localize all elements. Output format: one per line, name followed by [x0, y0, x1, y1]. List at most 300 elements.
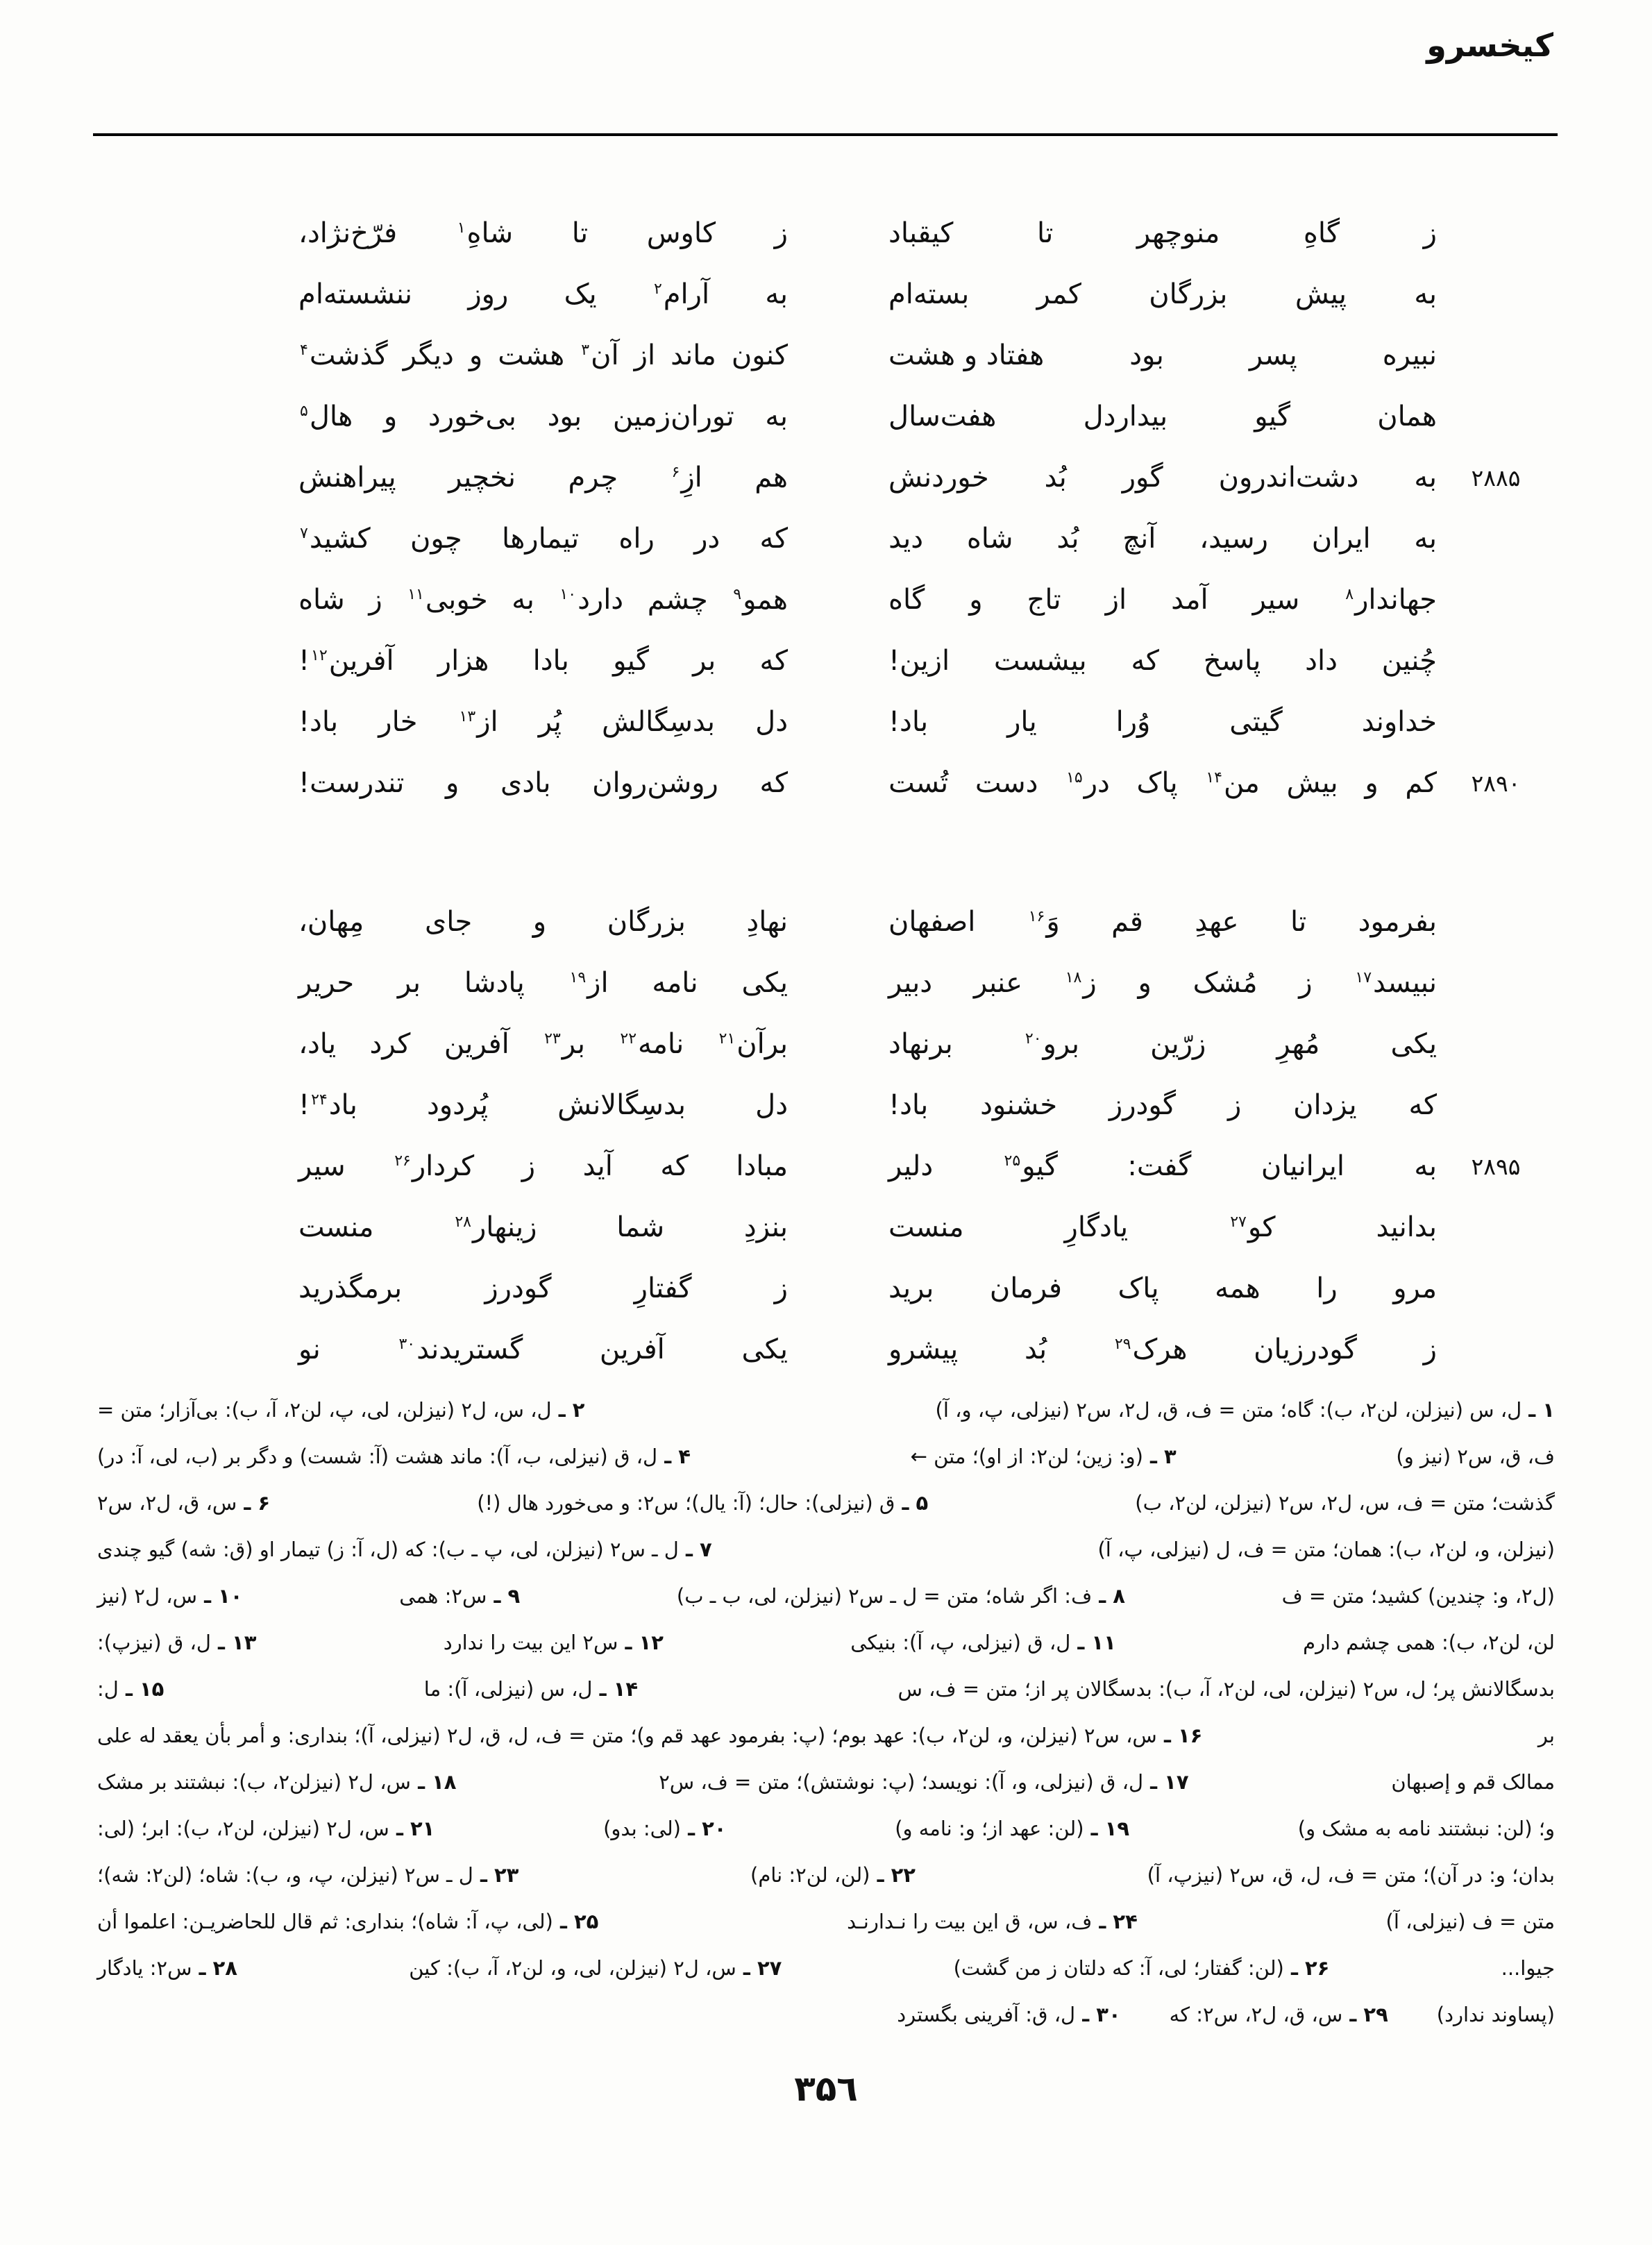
hemi-left	[298, 462, 788, 494]
verse-word: و	[469, 339, 483, 371]
footnote-segment: ۱۰ ـ س، ل۲ (نیز	[97, 1584, 243, 1608]
verse-word: نخچیر	[448, 462, 516, 494]
footnote-ref: ۱۶	[1028, 907, 1045, 925]
verse-word: تندرست!	[298, 767, 405, 799]
verse-word: ز	[369, 584, 382, 616]
verse-row	[298, 752, 1555, 814]
hemi-left	[298, 906, 788, 938]
verse-word: تا	[1290, 906, 1307, 938]
footnote-segment: ۱۹ ـ (لن: عهد از؛ و: نامه و)	[895, 1817, 1130, 1840]
verse-word: باد!	[888, 706, 929, 738]
verse-word: و	[446, 767, 460, 799]
verse-word: ازین!	[888, 645, 950, 677]
verse-word: همو$^۹$	[733, 584, 788, 616]
verse-word: گفت:	[1127, 1150, 1192, 1182]
verse-word: ننشسته‌ام	[298, 278, 413, 310]
verse-row	[298, 1075, 1555, 1136]
verse-row	[298, 630, 1555, 691]
verse-word: گیتی	[1229, 706, 1283, 738]
footnote-ref: ۱۱	[407, 585, 424, 603]
footnote-line	[97, 1480, 1555, 1527]
verse-word: ایران	[1311, 523, 1371, 555]
verse-word: آفرین	[444, 1028, 509, 1060]
verse-word: گیو$^{۲۵}$	[1004, 1150, 1058, 1182]
verse-word: بدسِگالانش	[557, 1089, 686, 1121]
verse-word: ایرانیان	[1261, 1150, 1345, 1182]
verse-word: بی‌خورد	[428, 401, 516, 432]
verse-word: کیقباد	[888, 217, 954, 249]
verse-word: به	[1414, 278, 1437, 310]
footnote-line	[97, 1433, 1555, 1480]
verse-word: دشت‌اندرون	[1218, 462, 1359, 494]
verse-word: هشت	[498, 339, 565, 371]
verse-word: گور	[1122, 462, 1163, 494]
hemi-right	[888, 1150, 1437, 1182]
verse-word: جای	[424, 906, 473, 938]
hemi-left	[298, 1150, 788, 1182]
verse-row	[298, 1258, 1555, 1319]
verse-word: منست	[298, 1211, 374, 1243]
footnote-segment: ۲۴ ـ ف، س، ق این بیت را نـدارنـد	[847, 1910, 1138, 1933]
verse-number: ۲۸۹۰	[1471, 769, 1521, 797]
hemi-left	[298, 217, 788, 249]
verse-word: دبیر	[888, 967, 933, 999]
footnote-segment: بدسگالانش پر؛ ل، س۲ (نیزلن، لی، لن۲، آ، ب): بدسگالان پر از؛ متن = ف، س	[897, 1677, 1555, 1701]
footnote-segment: ۱۶ ـ س، س۲ (نیزلن، و، لن۲، ب): عهد بوم؛ (پ: بفرمود عهد قم و)؛ متن = ف، ل، ق، ل۲ (نیزلی، آ)؛ بنداری: و أمر بأن یعقد له علی	[97, 1724, 1203, 1747]
footnote-ref: ۱۰	[559, 585, 577, 603]
verse-word: آرام$^۲$	[653, 278, 710, 310]
footnote-ref: ۶	[671, 463, 680, 481]
footnote-ref: ۱	[457, 219, 466, 237]
verse-word: از$^{۱۳}$	[459, 706, 498, 738]
verse-word: آمد	[1171, 584, 1208, 616]
poem-block	[298, 203, 1555, 814]
verse-word: و	[1138, 967, 1152, 999]
verse-word: باد$^{۲۴}$!	[298, 1089, 357, 1121]
hemi-right	[888, 706, 1437, 738]
verse-row	[298, 891, 1555, 952]
verse-word: کردار$^{۲۶}$	[394, 1150, 475, 1182]
hemi-left	[298, 1028, 788, 1060]
poem-block	[298, 891, 1555, 1380]
verse-word: تُست	[888, 767, 949, 799]
verse-word: گیو	[613, 645, 649, 677]
verse-word: توران‌زمین	[612, 401, 734, 432]
verse-word: خداوند	[1361, 706, 1437, 738]
hemi-right	[888, 278, 1437, 310]
hemi-left	[298, 767, 788, 799]
verse-word: همان	[1377, 401, 1437, 432]
verse-word: نبیسد$^{۱۷}$	[1355, 967, 1437, 999]
hemi-right	[888, 584, 1437, 616]
hemi-left	[298, 278, 788, 310]
verse-word: بادا	[532, 645, 569, 677]
verse-word: هم	[755, 462, 788, 494]
verse-word: زرّین	[1150, 1028, 1206, 1060]
verse-word: سیر	[298, 1150, 346, 1182]
hemi-left	[298, 967, 788, 999]
hemi-right	[888, 1028, 1437, 1060]
hemi-left	[298, 1272, 788, 1304]
verse-word: باد!	[888, 1089, 929, 1121]
verse-word: یک	[564, 278, 597, 310]
verse-word: برآن$^{۲۱}$	[718, 1028, 788, 1060]
footnote-segment: لن، لن۲، ب): همی چشم دارم	[1303, 1631, 1555, 1654]
verse-word: آن$^۳$	[581, 339, 619, 371]
footnotes	[97, 1387, 1555, 2038]
footnote-segment: (ل۲، و: چندین) کشید؛ متن = ف	[1281, 1584, 1555, 1608]
verse-word: نبیره	[1382, 339, 1437, 371]
verse-word: بفرمود	[1358, 906, 1437, 938]
verse-word: گودرز	[484, 1272, 552, 1304]
footnote-ref: ۱۲	[311, 646, 328, 664]
verse-word: پادشا	[464, 967, 525, 999]
footnote-segment: متن = ف (نیزلی، آ)	[1385, 1910, 1555, 1933]
hemi-right	[888, 1211, 1437, 1243]
verse-word: که	[1131, 645, 1159, 677]
verse-word: بنزدِ	[743, 1211, 788, 1243]
verse-word: چرم	[568, 462, 618, 494]
verse-word: تیمارها	[502, 523, 580, 555]
verse-word: تا	[571, 217, 589, 249]
verse-word: ز$^{۱۸}$	[1065, 967, 1097, 999]
footnote-segment: ۱۲ ـ س۲ این بیت را ندارد	[443, 1631, 664, 1654]
verse-word: قم	[1111, 906, 1143, 938]
verse-word: بر	[693, 645, 716, 677]
verse-word: کاوس	[646, 217, 716, 249]
footnote-segment: ۲۳ ـ ل ـ س۲ (نیزلن، پ، و، ب): شاه؛ (لن۲: شه)؛	[97, 1863, 519, 1887]
verse-word: شاه	[966, 523, 1013, 555]
footnote-segment: ۴ ـ ل، ق (نیزلی، ب، آ): ماند هشت (آ: شست) و دگر بر (ب، لی، آ: در)	[97, 1445, 691, 1468]
footnote-segment: گذشت؛ متن = ف، س، ل۲، س۲ (نیزلن، لن۲، ب)	[1135, 1491, 1555, 1515]
footnote-segment: ممالک قم و إصبهان	[1391, 1770, 1555, 1794]
footnote-segment: و؛ (لن: نبشتند نامه به مشک و)	[1297, 1817, 1555, 1840]
verse-word: پُر	[538, 706, 562, 738]
footnote-segment: ۲۰ ـ (لی: بدو)	[603, 1817, 727, 1840]
footnote-ref: ۲۷	[1230, 1213, 1247, 1231]
verse-word: منست	[888, 1211, 964, 1243]
footnote-segment: ۱۳ ـ ل، ق (نیزپ):	[97, 1631, 257, 1654]
verse-word: سیر	[1252, 584, 1300, 616]
verse-word: نامه	[652, 967, 698, 999]
poem	[298, 203, 1555, 1380]
verse-word: داد	[1305, 645, 1338, 677]
verse-word: ز	[1423, 217, 1437, 249]
verse-word: شاه	[298, 584, 345, 616]
verse-word: فرمان	[989, 1272, 1063, 1304]
verse-word: وَ$^{۱۶}$	[1028, 906, 1060, 938]
verse-word: بود	[1129, 339, 1164, 371]
verse-word: رسید،	[1199, 523, 1268, 555]
verse-word: فرّخ‌نژاد،	[298, 217, 398, 249]
verse-word: بزرگان	[607, 906, 686, 938]
verse-word: که	[660, 1150, 689, 1182]
footnote-segment: ۲۱ ـ س، ل۲ (نیزلن، لن۲، ب): ابر؛ (لی:	[97, 1817, 435, 1840]
verse-word: بُد	[1044, 462, 1067, 494]
footnote-segment: (پساوند ندارد)	[1436, 2003, 1555, 2026]
verse-word: در$^{۱۵}$	[1066, 767, 1110, 799]
verse-word: گذشت$^۴$	[300, 339, 388, 371]
verse-word: جهاندار$^۸$	[1345, 584, 1437, 616]
footnote-ref: ۲۸	[455, 1213, 471, 1231]
verse-word: به	[1414, 1150, 1437, 1182]
footnote-segment: ۲۷ ـ س، ل۲ (نیزلن، لی، و، لن۲، آ، ب): کین	[409, 1956, 782, 1980]
verse-word: خار	[378, 706, 418, 738]
verse-row	[298, 691, 1555, 752]
verse-row	[298, 569, 1555, 630]
hemi-left	[298, 1211, 788, 1243]
hemi-left	[298, 706, 788, 738]
verse-word: آید	[582, 1150, 613, 1182]
hemi-right	[888, 1334, 1437, 1365]
verse-word: ز	[774, 217, 788, 249]
footnote-segment: ۲۸ ـ س۲: یادگار	[97, 1956, 237, 1980]
verse-word: یادگارِ	[1064, 1211, 1129, 1243]
footnote-ref: ۲۶	[394, 1152, 411, 1170]
verse-row	[298, 1319, 1555, 1380]
footnote-segment: ۱۱ ـ ل، ق (نیزلی، پ، آ): بنیکی	[850, 1631, 1116, 1654]
hemi-right	[888, 645, 1437, 677]
verse-word: شما	[616, 1211, 665, 1243]
footnote-ref: ۲۹	[1114, 1335, 1131, 1353]
verse-word: که	[759, 645, 788, 677]
verse-word: یزدان	[1293, 1089, 1357, 1121]
verse-word: هزار	[437, 645, 489, 677]
verse-word: هفت‌سال	[888, 401, 997, 432]
verse-word: مُشک	[1192, 967, 1258, 999]
verse-word: یکی	[741, 967, 788, 999]
verse-word: برمگذرید	[298, 1272, 403, 1304]
verse-row	[298, 1136, 1555, 1197]
verse-word: هال$^۵$	[300, 401, 353, 432]
footnote-line	[97, 1899, 1555, 1945]
hemi-right	[888, 462, 1437, 494]
verse-word: بزرگان	[1149, 278, 1228, 310]
hemi-right	[888, 339, 1437, 371]
verse-row	[298, 325, 1555, 386]
footnote-ref: ۲	[653, 280, 662, 298]
verse-word: ازِ$^۶$	[671, 462, 702, 494]
verse-row	[298, 386, 1555, 447]
footnote-ref: ۴	[300, 341, 308, 359]
verse-word: خشنود	[980, 1089, 1058, 1121]
verse-word: و	[1365, 767, 1379, 799]
footnote-line	[97, 1573, 1555, 1620]
verse-word: بدسِگالش	[601, 706, 716, 738]
footnote-segment: ۹ ـ س۲: همی	[399, 1584, 521, 1608]
hemi-left	[298, 339, 788, 371]
verse-word: نامه$^{۲۲}$	[620, 1028, 684, 1060]
footnote-segment: ۱۴ ـ ل، س (نیزلی، آ): ما	[423, 1677, 639, 1701]
hemi-right	[888, 401, 1437, 432]
verse-word: به	[765, 401, 788, 432]
verse-word: عنبر	[973, 967, 1022, 999]
verse-row	[298, 508, 1555, 569]
verse-word: پاک	[1118, 1272, 1159, 1304]
verse-word: هفتاد و هشت	[888, 339, 1045, 371]
verse-word: بُد	[1025, 1334, 1047, 1365]
verse-word: دل	[755, 706, 788, 738]
verse-word: پیش	[1295, 278, 1347, 310]
verse-word: برو$^{۲۰}$	[1025, 1028, 1080, 1060]
header-rule	[93, 133, 1558, 136]
verse-word: چشم	[647, 584, 708, 616]
verse-word: راه	[618, 523, 655, 555]
verse-word: بر	[397, 967, 421, 999]
footnote-ref: ۱۳	[459, 707, 476, 725]
verse-word: گودرز	[1109, 1089, 1177, 1121]
verse-word: حریر	[298, 967, 355, 999]
verse-word: یکی	[1390, 1028, 1437, 1060]
verse-word: شاهِ$^۱$	[457, 217, 514, 249]
verse-word: گاه	[888, 584, 925, 616]
running-header	[99, 26, 1553, 64]
verse-word: گیو	[1254, 401, 1291, 432]
footnote-ref: ۲۴	[311, 1091, 328, 1109]
verse-word: ز	[1423, 1334, 1437, 1365]
footnote-line	[97, 1666, 1555, 1713]
verse-number: ۲۸۹۵	[1471, 1152, 1521, 1180]
verse-word: دست	[975, 767, 1038, 799]
verse-word: برنهاد	[888, 1028, 953, 1060]
verse-word: روشن‌روان	[592, 767, 718, 799]
verse-word: مُهرِ	[1276, 1028, 1320, 1060]
verse-word: مِهان،	[298, 906, 364, 938]
footnote-ref: ۱۵	[1066, 768, 1083, 787]
verse-word: مرو	[1393, 1272, 1437, 1304]
page-number: ۳۵٦	[794, 2069, 858, 2109]
verse-number: ۲۸۸۵	[1471, 464, 1521, 491]
footnote-line	[97, 1945, 1555, 1992]
hemi-left	[298, 645, 788, 677]
verse-word: چُنین	[1381, 645, 1437, 677]
verse-word: به	[1414, 523, 1437, 555]
verse-word: پُردود	[426, 1089, 489, 1121]
verse-word: ز	[1227, 1089, 1242, 1121]
verse-word: در	[694, 523, 720, 555]
verse-word: خوبی$^{۱۱}$	[407, 584, 488, 616]
verse-word: و	[969, 584, 983, 616]
verse-row	[298, 1014, 1555, 1075]
verse-word: پسر	[1249, 339, 1297, 371]
footnote-ref: ۳	[581, 341, 590, 359]
verse-row	[298, 952, 1555, 1014]
verse-word: کمر	[1036, 278, 1081, 310]
verse-word: وُرا	[1115, 706, 1151, 738]
footnote-segment: ۶ ـ س، ق، ل۲، س۲	[97, 1491, 271, 1515]
verse-word: دلیر	[888, 1150, 934, 1182]
footnote-segment: ۱ ـ ل، س (نیزلن، لن۲، ب): گاه؛ متن = ف، ق، ل۲، س۲ (نیزلی، پ، و، آ)	[935, 1398, 1555, 1422]
verse-word: تاج	[1027, 584, 1061, 616]
footnote-ref: ۳۰	[398, 1335, 416, 1353]
footnote-ref: ۸	[1345, 585, 1354, 603]
verse-word: چون	[410, 523, 462, 555]
verse-row	[298, 1197, 1555, 1258]
verse-word: پاک	[1136, 767, 1178, 799]
hemi-left	[298, 523, 788, 555]
footnote-line	[97, 1992, 1555, 2038]
footnote-segment: ۲۶ ـ (لن: گفتار؛ لی، آ: که دلتان ز من گشت)	[953, 1956, 1330, 1980]
verse-word: از$^{۱۹}$	[569, 967, 609, 999]
footnote-ref: ۲۰	[1025, 1029, 1042, 1048]
verse-word: به	[765, 278, 788, 310]
verse-word: که	[759, 523, 788, 555]
verse-row	[298, 447, 1555, 508]
verse-word: منوچهر	[1136, 217, 1220, 249]
verse-word: بدانید	[1376, 1211, 1437, 1243]
verse-word: روز	[468, 278, 509, 310]
page-title: کیخسرو	[1426, 26, 1553, 64]
footnote-segment: ۲۲ ـ (لن، لن۲: نام)	[750, 1863, 916, 1887]
footnote-segment: ۳۰ ـ ل، ق: آفرینی بگسترد	[897, 2003, 1121, 2026]
footnote-segment: بدان؛ و: در آن)؛ متن = ف، ل، ق، س۲ (نیزپ، آ)	[1147, 1863, 1555, 1887]
verse-word: گودرزیان	[1254, 1334, 1357, 1365]
hemi-left	[298, 1089, 788, 1121]
footnote-line	[97, 1759, 1555, 1806]
footnote-ref: ۲۳	[544, 1029, 561, 1048]
verse-word: باد!	[298, 706, 339, 738]
verse-word: بیش	[1286, 767, 1338, 799]
verse-row	[298, 203, 1555, 264]
verse-row	[298, 264, 1555, 325]
verse-word: به	[1414, 462, 1437, 494]
verse-word: پیراهنش	[298, 462, 396, 494]
verse-word: بُد	[1056, 523, 1079, 555]
footnote-segment: ۲ ـ ل، س، ل۲ (نیزلن، لی، پ، لن۲، آ، ب): بی‌آزار؛ متن =	[97, 1398, 585, 1422]
verse-word: همه	[1215, 1272, 1261, 1304]
verse-word: دیگر	[403, 339, 454, 371]
footnote-segment: ۱۸ ـ س، ل۲ (نیزلن۲، ب): نبشتند بر مشک	[97, 1770, 457, 1794]
footnote-line	[97, 1527, 1555, 1573]
verse-word: و	[383, 401, 398, 432]
verse-word: عهدِ	[1195, 906, 1239, 938]
footnote-ref: ۱۷	[1355, 968, 1372, 986]
verse-word: کرد	[369, 1028, 411, 1060]
footnote-line	[97, 1713, 1555, 1759]
hemi-right	[888, 1089, 1437, 1121]
footnote-segment: ۷ ـ ل ـ س۲ (نیزلن، لی، پ ـ ب): که (ل، آ: ز) تیمار او (ق: شه) گیو چندی	[97, 1538, 712, 1561]
verse-word: گفتارِ	[634, 1272, 692, 1304]
verse-word: یار	[1007, 706, 1037, 738]
hemi-right	[888, 767, 1437, 799]
hemi-right	[888, 906, 1437, 938]
verse-word: نهادِ	[746, 906, 788, 938]
verse-word: کم	[1405, 767, 1437, 799]
footnote-ref: ۲۱	[718, 1029, 736, 1048]
verse-word: هرک$^{۲۹}$	[1114, 1334, 1188, 1365]
footnote-line	[97, 1620, 1555, 1666]
verse-word: نو	[298, 1334, 321, 1365]
verse-word: کو$^{۲۷}$	[1230, 1211, 1276, 1243]
footnote-line	[97, 1806, 1555, 1852]
footnote-segment: ۱۵ ـ ل:	[97, 1677, 165, 1701]
footnote-ref: ۵	[300, 402, 308, 420]
footnote-ref: ۱۹	[569, 968, 587, 986]
verse-word: مبادا	[736, 1150, 788, 1182]
verse-word: بر$^{۲۳}$	[544, 1028, 585, 1060]
verse-word: دارد$^{۱۰}$	[559, 584, 624, 616]
footnote-ref: ۱۴	[1206, 768, 1222, 787]
verse-word: و	[532, 906, 547, 938]
verse-word: ماند	[671, 339, 716, 371]
verse-word: آفرین	[599, 1334, 665, 1365]
footnote-segment: جیوا...	[1501, 1956, 1555, 1980]
verse-word: را	[1316, 1272, 1338, 1304]
verse-word: کشید$^۷$	[300, 523, 371, 555]
verse-word: که	[759, 767, 788, 799]
verse-word: بسته‌ام	[888, 278, 970, 310]
verse-word: بود	[547, 401, 582, 432]
